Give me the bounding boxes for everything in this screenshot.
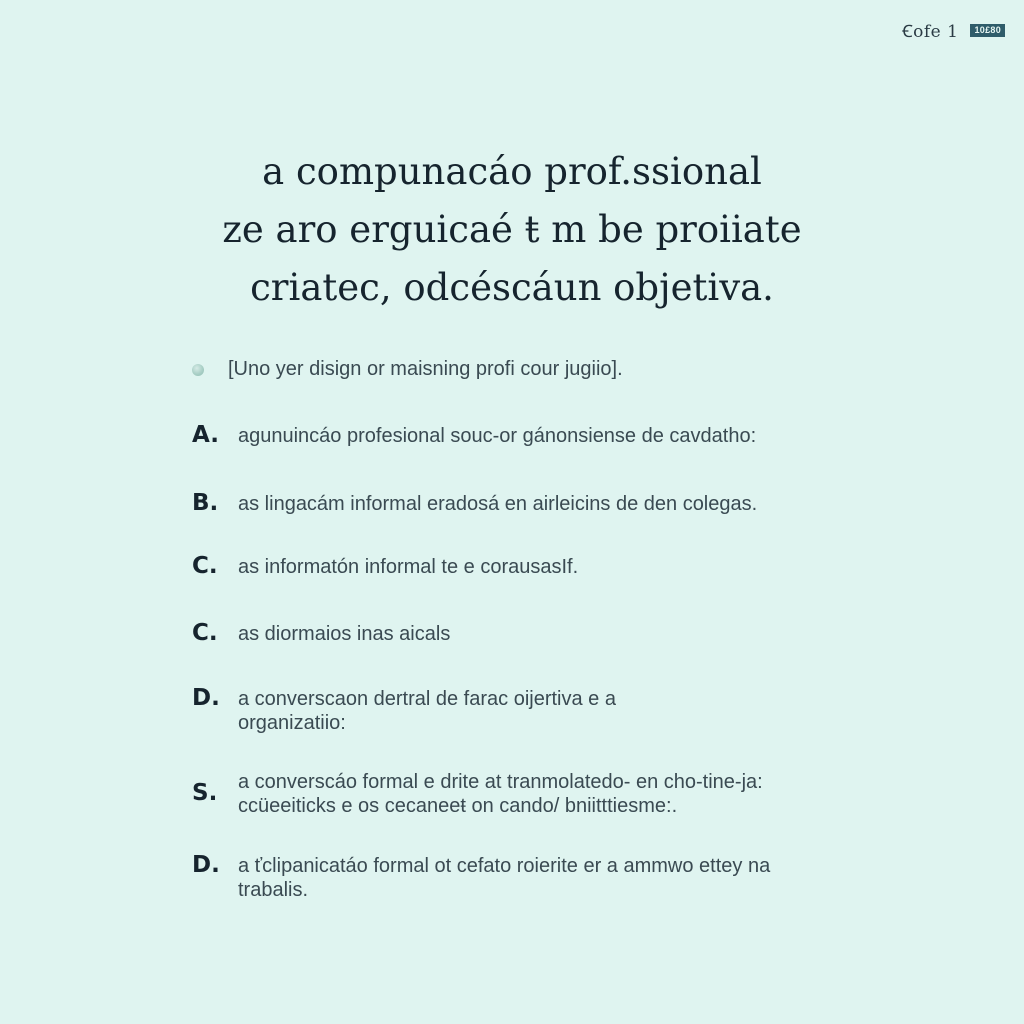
option-d-2[interactable]: [192, 850, 770, 902]
option-c[interactable]: [192, 551, 578, 581]
option-text: [238, 766, 763, 818]
option-text: [238, 850, 770, 902]
option-b[interactable]: [192, 488, 757, 518]
option-text-line: as lingacám informal eradosá en airleicins de den colegas.: [238, 493, 758, 515]
page-number-label: Ꞓofe 1: [902, 22, 959, 42]
option-text-line: ccüeeiticks e os cecaneeŧ on cando/ bniitttiesme:.: [238, 795, 678, 817]
option-text-line: organizatiio:: [238, 712, 346, 734]
option-text-line: a ťclipanicatáo formal ot cefato roierite er a ammwo ettey na: [238, 855, 771, 877]
option-text: [238, 683, 616, 735]
option-letter: D.: [192, 852, 220, 878]
bullet-dot-icon: [192, 364, 204, 376]
option-text: [238, 488, 757, 516]
question-title-line: a compunacáo prof.ssional: [262, 150, 762, 193]
page-badge: 10£80: [970, 24, 1005, 37]
option-letter: S.: [192, 780, 218, 806]
option-text-line: a converscáo formal e drite at tranmolatedo- en cho-tine-ja:: [238, 771, 763, 793]
option-a[interactable]: [192, 420, 756, 450]
option-d[interactable]: [192, 683, 616, 735]
option-letter: C.: [192, 553, 218, 579]
option-letter: D.: [192, 685, 220, 711]
option-letter: C.: [192, 620, 218, 646]
option-letter: A.: [192, 422, 219, 448]
option-s[interactable]: [192, 766, 763, 818]
instruction-text: [Uno yer disign or maisning profi cour jugiio].: [228, 358, 623, 380]
instruction: [192, 358, 623, 381]
page-header: [902, 19, 1005, 42]
option-text-line: a converscaon dertral de farac oijertiva e a: [238, 688, 616, 710]
option-text-line: trabalis.: [238, 879, 309, 901]
option-c-2[interactable]: [192, 618, 450, 648]
option-letter: B.: [192, 490, 219, 516]
option-text: [238, 420, 756, 448]
option-text-line: as informatón informal te e corausasIf.: [238, 556, 579, 578]
option-text-line: agunuincáo profesional souc-or gánonsiense de cavdatho:: [238, 425, 757, 447]
option-text: [238, 618, 450, 646]
option-text-line: as diormaios inas aicals: [238, 623, 451, 645]
question-title: [0, 143, 1024, 317]
option-text: [238, 551, 578, 579]
question-title-line: ze aro erguicaé ŧ m be proiiate: [222, 208, 802, 251]
question-title-line: criatec, odcéscáun objetiva.: [250, 266, 774, 309]
